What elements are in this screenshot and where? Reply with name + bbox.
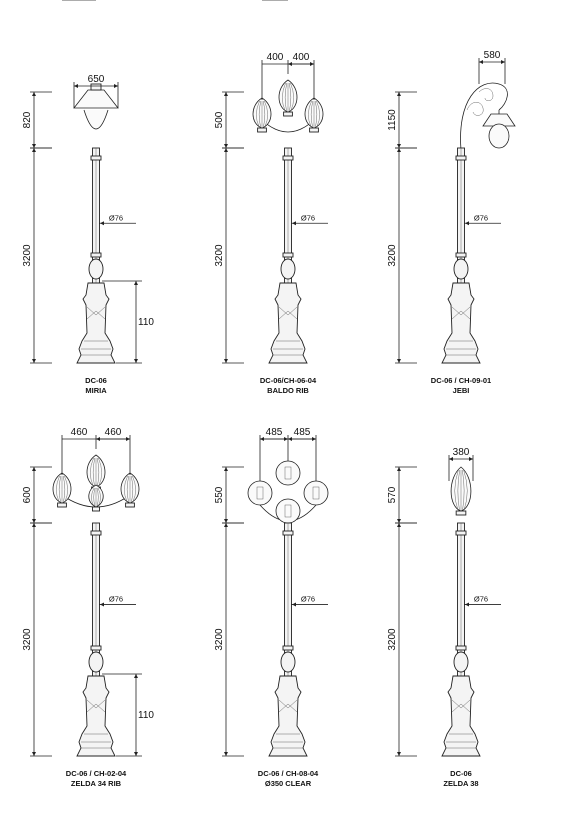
arrow-head: [126, 437, 130, 441]
spacing-left-label: 400: [266, 52, 284, 63]
arrow-head: [501, 60, 505, 64]
arrow-head: [224, 519, 228, 523]
lamp-shade: [74, 90, 118, 108]
head-height-label: 600: [22, 486, 33, 504]
pole-collar: [456, 646, 466, 650]
pole-base: [77, 283, 115, 363]
arrow-head: [134, 281, 138, 285]
caption-model: DC-06 / CH-09-01: [430, 376, 492, 385]
head-height-label: 820: [22, 111, 33, 129]
head-height-label: 500: [214, 111, 225, 129]
caption-name: BALDO RIB: [267, 386, 309, 395]
diameter-label: Ø76: [108, 213, 124, 223]
arrow-head: [397, 92, 401, 96]
base-ornament: [454, 652, 468, 672]
pole-base: [442, 283, 480, 363]
drawing-baldo-rib: [214, 0, 328, 395]
top-width-label: 580: [483, 50, 501, 61]
pole-collar: [456, 531, 466, 535]
arrow-head: [32, 519, 36, 523]
arrow-head: [465, 221, 469, 225]
pole-base: [269, 283, 307, 363]
arrow-head: [224, 752, 228, 756]
spacing-left-label: 460: [70, 427, 88, 438]
base-ornament: [281, 652, 295, 672]
arrow-head: [397, 148, 401, 152]
head-height-label: 1150: [387, 109, 398, 131]
arrow-head: [224, 467, 228, 471]
pole-collar: [91, 646, 101, 650]
lamp-globe: [248, 481, 272, 505]
caption-name: ZELDA 38: [443, 779, 479, 788]
base-ornament: [89, 652, 103, 672]
lamp-globe: [304, 481, 328, 505]
caption-model: DC-06/CH-06-04: [259, 376, 317, 385]
pole-height-label: 3200: [387, 244, 398, 267]
pole-base: [442, 676, 480, 756]
lamp-collar: [456, 511, 466, 515]
spacing-right-label: 400: [292, 52, 310, 63]
arrow-head: [397, 144, 401, 148]
arrow-head: [32, 523, 36, 527]
drawing-zelda-38: [387, 447, 501, 788]
arrow-head: [397, 519, 401, 523]
pole-collar: [456, 156, 466, 160]
pole-collar: [456, 253, 466, 257]
diameter-label: Ø76: [108, 594, 124, 604]
arrow-head: [310, 62, 314, 66]
arrow-head: [114, 84, 118, 88]
arrow-head: [100, 221, 104, 225]
arrow-head: [134, 674, 138, 678]
scroll-detail: [479, 89, 493, 101]
arrow-head: [32, 92, 36, 96]
diameter-label: Ø76: [300, 594, 316, 604]
arrow-head: [312, 437, 316, 441]
diameter-label: Ø76: [473, 213, 489, 223]
drawing-jebi: [387, 50, 515, 395]
arrow-head: [224, 92, 228, 96]
arrow-head: [134, 359, 138, 363]
caption-model: DC-06: [450, 769, 472, 778]
arrow-head: [224, 148, 228, 152]
caption-name: MIRIA: [85, 386, 107, 395]
arrow-head: [397, 359, 401, 363]
pole-collar: [283, 646, 293, 650]
pole-collar: [283, 253, 293, 257]
arrow-head: [224, 523, 228, 527]
pole-collar: [91, 531, 101, 535]
top-width-label: 380: [452, 447, 470, 458]
arrow-head: [260, 437, 264, 441]
caption-name: Ø350 CLEAR: [264, 779, 312, 788]
base-height-label: 110: [138, 317, 154, 328]
caption-model: DC-06: [85, 376, 107, 385]
arrow-head: [96, 437, 100, 441]
base-height-label: 110: [138, 710, 154, 721]
arrow-head: [224, 144, 228, 148]
diameter-label: Ø76: [300, 213, 316, 223]
diameter-label: Ø76: [473, 594, 489, 604]
lamp-globe: [276, 461, 300, 485]
spacing-right-label: 485: [293, 427, 311, 438]
arrow-head: [397, 467, 401, 471]
base-ornament: [89, 259, 103, 279]
arrow-head: [134, 752, 138, 756]
caption-model: DC-06 / CH-08-04: [257, 769, 319, 778]
arrow-head: [288, 437, 292, 441]
arrow-head: [32, 144, 36, 148]
lamp-collar: [58, 503, 67, 507]
arrow-head: [32, 467, 36, 471]
arrow-head: [479, 60, 483, 64]
arrow-head: [465, 603, 469, 607]
arrow-head: [284, 437, 288, 441]
arrow-head: [32, 148, 36, 152]
lamp-collar: [258, 128, 267, 132]
caption-name: JEBI: [452, 386, 470, 395]
head-height-label: 550: [214, 486, 225, 504]
pole-base: [269, 676, 307, 756]
lamp-collar: [92, 507, 99, 511]
pole-collar: [283, 156, 293, 160]
pole-height-label: 3200: [387, 628, 398, 651]
arrow-head: [288, 62, 292, 66]
lamp-collar: [310, 128, 319, 132]
arrow-head: [32, 752, 36, 756]
pole-height-label: 3200: [214, 244, 225, 267]
pole-height-label: 3200: [22, 628, 33, 651]
arrow-head: [74, 84, 78, 88]
arrow-head: [292, 603, 296, 607]
base-ornament: [454, 259, 468, 279]
lamp-globe: [84, 110, 108, 129]
top-width-label: 650: [87, 74, 105, 85]
drawing-clear-350: [214, 427, 328, 788]
spacing-right-label: 460: [104, 427, 122, 438]
arrow-head: [397, 523, 401, 527]
pole-height-label: 3200: [214, 628, 225, 651]
lamp-collar: [126, 503, 135, 507]
pole-collar: [91, 156, 101, 160]
lamp-collar: [284, 112, 293, 116]
caption-model: DC-06 / CH-02-04: [65, 769, 127, 778]
caption-name: ZELDA 34 RIB: [70, 779, 122, 788]
pole-height-label: 3200: [22, 244, 33, 267]
spacing-left-label: 485: [265, 427, 283, 438]
arrow-head: [100, 603, 104, 607]
arrow-head: [397, 752, 401, 756]
head-height-label: 570: [387, 486, 398, 504]
arrow-head: [469, 457, 473, 461]
arrow-head: [224, 359, 228, 363]
arrow-head: [292, 221, 296, 225]
base-ornament: [281, 259, 295, 279]
pole-collar: [91, 253, 101, 257]
arrow-head: [32, 359, 36, 363]
scroll-detail: [467, 102, 483, 115]
pole-base: [77, 676, 115, 756]
lamp-globe: [276, 499, 300, 523]
pole-collar: [283, 531, 293, 535]
lamp-globe: [489, 124, 509, 148]
drawing-miria: [22, 74, 154, 395]
